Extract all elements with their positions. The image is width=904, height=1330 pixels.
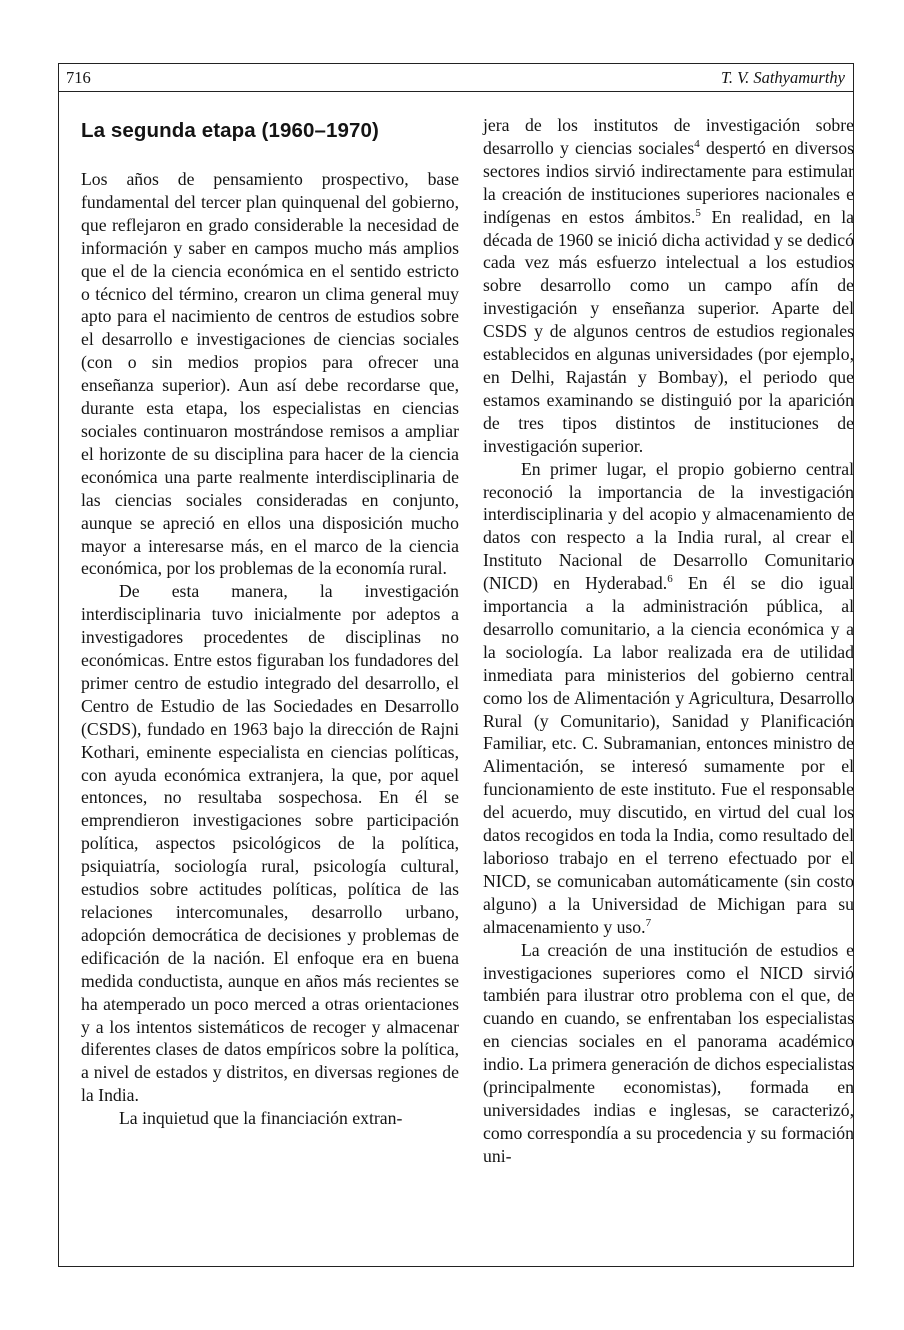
footnote-marker: 6 [667,573,673,586]
text-run: despertó en diversos sectores indios sirvió indirectamente para estimular la creación de instituciones superiores nacionales e indígenas en estos ámbitos. [483,137,854,227]
text-run: En realidad, en la década de 1960 se inició dicha actividad y se dedicó cada vez más esfuerzo intelectual a los estudios sobre desarrollo como un campo afín de investigación y enseñanza superior. Aparte del CSDS y de algunos centros de estudios regionales establecidos en algunas universidades (por ejemplo, en Delhi, Rajastán y Bombay), el periodo que estamos examinando se distinguió por la aparición de tres tipos distintos de instituciones de investigación superior. [483,206,854,456]
text-run: En primer lugar, el propio gobierno central reconoció la importancia de la investigación interdisciplinaria y del acopio y almacenamiento de datos con respecto a la India rural, al crear el Instituto Nacional de Desarrollo Comunitario (NICD) en Hyderabad. [483,458,854,594]
page-frame [58,63,854,1267]
right-column [483,114,854,1168]
page-number: 716 [66,68,91,87]
paragraph: Los años de pensamiento prospectivo, base fundamental del tercer plan quinquenal del gobierno, que reflejaron en grado considerable la necesidad de información y saber en campos mucho más amplios que el de la ciencia económica en el sentido estricto o técnico del término, crearon un clima general muy apto para el nacimiento de centros de estudios sobre el desarrollo e investigaciones de ciencias sociales (con o sin medios propios para ofrecer una enseñanza superior). Aun así debe recordarse que, durante esta etapa, los especialistas en ciencias sociales continuaron mostrándose remisos a ampliar el horizonte de su disciplina para hacer de la ciencia económica una parte realmente interdisciplinaria de las ciencias sociales consideradas en conjunto, aunque se apreció en ellos una disposición mucho mayor a interesarse más, en el marco de la ciencia económica, por los problemas de la economía rural. [81,169,459,579]
running-head: T. V. Sathyamurthy [720,68,845,87]
text-run: En él se dio igual importancia a la administración pública, al desarrollo comunitario, a la ciencia económica y a la sociología. La labor realizada era de utilidad inmediata para ministerios del gobierno central como los de Alimentación y Agricultura, Desarrollo Rural (y Comunitario), Sanidad y Planificación Familiar, etc. C. Subramanian, entonces ministro de Alimentación, se interesó sumamente por el funcionamiento de este instituto. Fue el responsable del acuerdo, muy discutido, en virtud del cual los datos recogidos en toda la India, como resultado del laborioso trabajo en el terreno efectuado por el NICD, se comunicaban automáticamente (sin costo alguno) a la Universidad de Michigan para su almacenamiento y uso. [483,573,854,937]
paragraph: La inquietud que la financiación extran- [119,1108,403,1129]
paragraph [483,114,854,458]
footnote-marker: 5 [695,206,701,219]
left-column [81,112,459,1130]
paragraph: La creación de una institución de estudios e investigaciones superiores como el NICD sirvió también para ilustrar otro problema con el que, de cuando en cuando, se enfrentaban los especialistas en ciencias sociales en el panorama académico indio. La primera generación de dichos especialistas (principalmente economistas), formada en universidades indias e inglesas, se caracterizó, como correspondía a su procedencia y su formación uni- [483,939,854,1166]
text-run: jera de los institutos de investigación sobre desarrollo y ciencias sociales [483,115,854,158]
paragraph [483,458,854,939]
section-heading: La segunda etapa (1960–1970) [81,119,379,142]
footnote-marker: 4 [694,137,700,150]
footnote-marker: 7 [645,916,652,929]
page-header [59,64,853,92]
paragraph: De esta manera, la investigación interdisciplinaria tuvo inicialmente por adeptos a investigadores procedentes de disciplinas no económicas. Entre estos figuraban los fundadores del primer centro de estudio integrado del desarrollo, el Centro de Estudio de las Sociedades en Desarrollo (CSDS), fundado en 1963 bajo la dirección de Rajni Kothari, eminente especialista en ciencias políticas, con ayuda económica extranjera, la que, por aquel entonces, no resultaba sospechosa. En él se emprendieron investigaciones sobre participación política, aspectos psicológicos de la política, psiquiatría, sociología rural, psicología cultural, estudios sobre actitudes políticas, política de las relaciones intercomunales, desarrollo urbano, adopción democrática de decisiones y problemas de edificación de la nación. El enfoque era en buena medida conductista, aunque en años más recientes se ha atemperado un poco merced a otras orientaciones y a los intentos sistemáticos de recoger y almacenar diferentes clases de datos empíricos sobre la política, a nivel de estados y distritos, en diversas regiones de la India. [81,581,459,1106]
